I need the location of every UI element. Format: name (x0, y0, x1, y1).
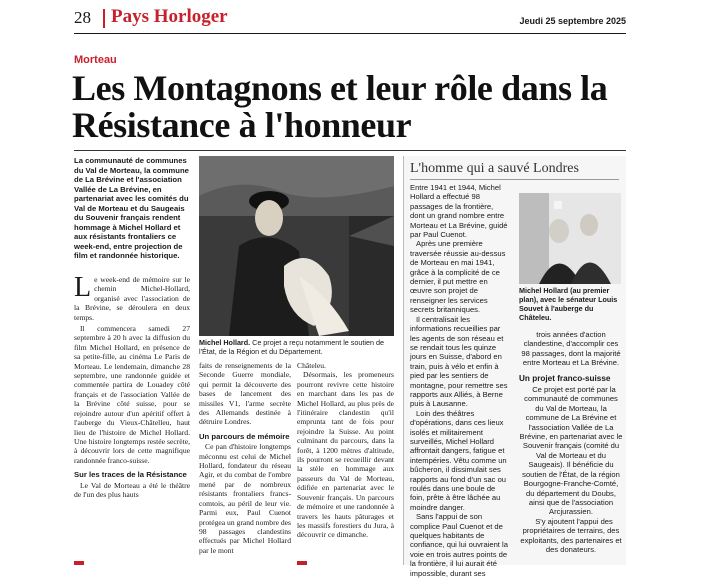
paragraph: trois années d'action clandestine, d'accomplir ces 98 passages, dont la majorité entre Morteau et La Brévine. (521, 330, 621, 368)
sidebar-photo (519, 193, 621, 284)
paragraph: Il centralisait les informations recueillies par les agents de son réseau et se rendait tous les quinze jours en Suisse, d'abord en train, puis à vélo et enfin à pied par les sentiers de montagne, pour remettre ses rapports aux Alliés, à Berne puis à Lausanne. (410, 314, 508, 409)
paragraph: Ce projet est porté par la communauté de communes du Val de Morteau, la commune de La Brévine et l'association Vallée de La Brévine, en partenariat avec le Souvenir français (comité du Val de Morteau et du Saugeais). Il bénéficie du soutien de l'État, de la région Bourgogne-Franche-Comté, du département du Doubs, ainsi que de l'association Arcjurassien. (519, 385, 623, 517)
subheading: Un parcours de mémoire (199, 431, 290, 441)
paragraph: Sans l'appui de son complice Paul Cuenot et de quelques habitants de confiance, qui lui ouvraient la voie en trois autres points de la frontière, il lui aurait été impossible, durant ses (410, 512, 508, 578)
masthead-divider (103, 9, 105, 28)
paragraph: e week-end de mémoire sur le chemin Michel-Hollard, organisé avec l'association de la Brévine, se déroulera en deux temps. (74, 275, 190, 322)
article-column-1 (74, 272, 190, 501)
caption-text: Ce projet a reçu notamment le soutien de l'État, de la Région et du Département. (199, 338, 384, 356)
paragraph: Il commencera samedi 27 septembre à 20 h avec la diffusion du film Michel Hollard, en présence de sa petite-fille, au cinéma Le Paris de Morteau. Le lendemain, dimanche 28 septembre, une randonnée guidée et commentée partira de Louadey côté français et de l'association Vallée de la Brévine côté suisse, pour se rejoindre autour d'un apéritif offert à l'auberge du Vieux-Châtelleu, haut lieu de l'histoire de Michel Hollard. Une histoire longtemps restée secrète, à découvrir lors de cette magnifique randonnée franco-suisse. (74, 324, 190, 465)
paragraph: Ce pan d'histoire longtemps méconnu est celui de Michel Hollard, fondateur du réseau Agir, et du combat de l'ombre mené par de nombreux résistants frontaliers francs-comtois, au péril de leur vie. Parmi eux, Paul Cuenot protégea un grand nombre des 98 passages clandestins effectués par Michel Hollard par le mont (199, 442, 291, 555)
sidebar-divider (403, 156, 404, 565)
article-kicker: Morteau (74, 54, 117, 66)
sidebar-title-rule (410, 179, 619, 180)
sidebar-title: L'homme qui a sauvé Londres (410, 161, 579, 176)
paragraph: S'y ajoutent l'appui des propriétaires de terrains, des exploitants, des partenaires et des donateurs. (520, 516, 622, 554)
sidebar-photo-caption: Michel Hollard (au premier plan), avec le sénateur Louis Souvet à l'auberge du Châteleu. (519, 286, 618, 322)
drop-cap: L (74, 272, 92, 303)
headline-rule (74, 150, 626, 151)
footer-mark (297, 561, 307, 565)
sidebar-subheading: Un projet franco-suisse (519, 373, 611, 383)
main-photo-caption (199, 338, 394, 356)
paragraph: Loin des théâtres d'opérations, dans ces lieux isolés et militairement surveillés, Michel Hollard affrontait dangers, fatigue et intempéries. Vêtu comme un bûcheron, il dissimulait ses rapports au fond d'un sac ou roulés dans une boule de foin, prête à être lâchée au moindre danger. (410, 408, 507, 512)
article-lead: La communauté de communes du Val de Morteau, la commune de La Brévine et l'association Vallée de La Brévine, en partenariat avec les comités du Val de Morteau et du Saugeais du Souvenir français rendent hommage à Michel Hollard et aux résistants frontaliers ce week-end, entre projection de film et randonnée historique. (74, 156, 189, 260)
article-column-3 (297, 361, 394, 540)
paragraph: Châteleu. (297, 361, 326, 370)
paragraph: Entre 1941 et 1944, Michel Hollard a effectué 98 passages de la frontière, dont un grand nombre entre Morteau et La Brévine, guidé par Paul Cuenot. (410, 183, 508, 240)
sidebar-column-1 (410, 183, 510, 578)
paragraph: Le Val de Morteau a été le théâtre de l'un des plus hauts (74, 480, 190, 499)
main-photo (199, 156, 394, 336)
caption-bold: Michel Hollard. (199, 338, 251, 347)
masthead-rule (74, 33, 626, 34)
issue-date: Jeudi 25 septembre 2025 (519, 16, 626, 26)
page-number: 28 (74, 8, 91, 27)
paragraph: Désormais, les promeneurs pourront revivre cette histoire en marchant dans les pas de Michel Hollard, au plus près de l'itinéraire clandestin qu'il emprunta tant de fois pour rejoindre la Suisse. Au point culminant du parcours, dans la forêt, à 1200 mètres d'altitude, ils pourront se recueillir devant la stèle en hommage aux passeurs du Val de Morteau, édifiée en partenariat avec le Souvenir français. Un parcours de mémoire et une randonnée à travers les hauts pâturages et les massifs forestiers du Jura, à découvrir ce dimanche. (297, 370, 394, 540)
article-column-2 (199, 361, 291, 555)
footer-mark (74, 561, 84, 565)
paragraph: Après une première traversée réussie au-dessus de Morteau en mai 1941, grâce à la complicité de ce dernier, il put mettre en œuvre son projet de renseigner les services secrets britanniques. (410, 239, 506, 315)
article-headline: Les Montagnons et leur rôle dans la Résistance à l'honneur (72, 68, 608, 145)
subheading: Sur les traces de la Résistance (74, 470, 187, 480)
sidebar-column-2 (519, 330, 623, 554)
section-title: Pays Horloger (111, 6, 228, 27)
paragraph: faits de renseignements de la Seconde Guerre mondiale, qui permit la découverte des bases de lancement des missiles V1, l'arme secrète des Allemands destinée à détruire Londres. (199, 361, 291, 427)
